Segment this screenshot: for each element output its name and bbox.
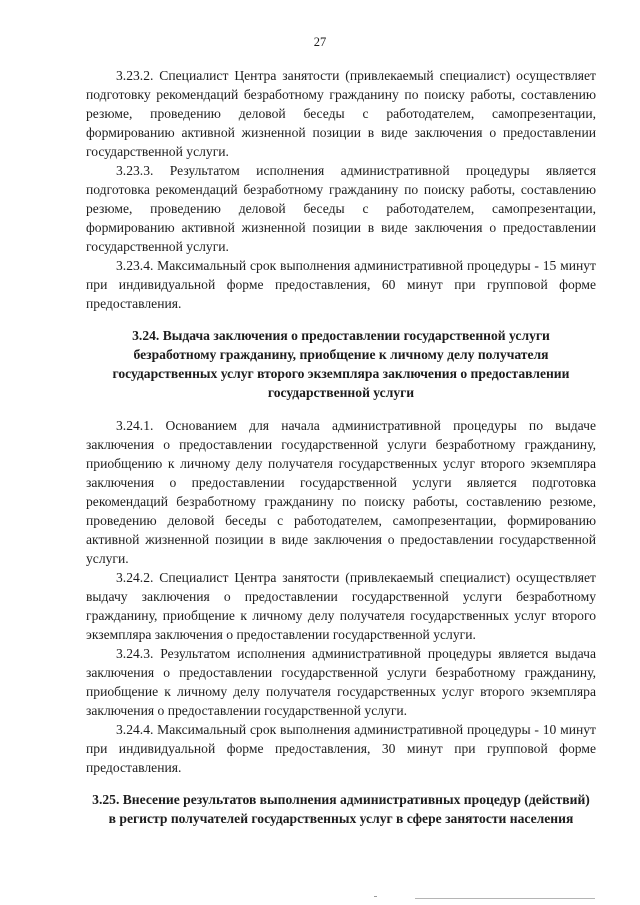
paragraph-3-24-3: 3.24.3. Результатом исполнения административной процедуры является выдача заключения о предоставлении государственной услуги безработному гражданину, приобщение к личному делу получателя государственных услуг второго экземпляра заключения о предоставлении государственной услуги. xyxy=(86,646,596,718)
section-heading-3-24: 3.24. Выдача заключения о предоставлении государственной услуги безработному гражданину, приобщение к личному делу получателя государственных услуг второго экземпляра заключения о предоставлении государственной услуги xyxy=(112,328,570,400)
section-heading-3-25: 3.25. Внесение результатов выполнения административных процедур (действий) в регистр получателей государственных услуг в сфере занятости населения xyxy=(92,792,590,826)
footer-mark xyxy=(374,896,377,897)
page-number: 27 xyxy=(313,35,327,49)
paragraph-3-23-3: 3.23.3. Результатом исполнения административной процедуры является подготовка рекомендаций безработному гражданину по поиску работы, составлению резюме, проведению деловой беседы с работодателем, самопрезентации, формированию активной жизненной позиции в виде заключения о предоставлении государственной услуги. xyxy=(86,163,596,254)
paragraph-3-24-1: 3.24.1. Основанием для начала административной процедуры по выдаче заключения о предоставлении государственной услуги безработному гражданину, приобщению к личному делу получателя государственных услуг второго экземпляра заключения о предоставлении государственной услуги является подготовка рекомендаций безработному гражданину по поиску работы, составлению резюме, проведению деловой беседы с работодателем, самопрезентации, формированию активной жизненной позиции в виде заключения о предоставлении государственной услуги. xyxy=(86,418,596,566)
section-3-24 xyxy=(86,326,596,777)
paragraph-3-23-4: 3.23.4. Максимальный срок выполнения административной процедуры - 15 минут при индивидуальной форме предоставления, 60 минут при групповой форме предоставления. xyxy=(86,258,596,311)
footer-rule xyxy=(415,898,595,899)
paragraph-3-23-2: 3.23.2. Специалист Центра занятости (привлекаемый специалист) осуществляет подготовку рекомендаций безработному гражданину по поиску работы, составлению резюме, проведению деловой беседы с работодателем, самопрезентации, формированию активной жизненной позиции в виде заключения о предоставлении государственной услуги. xyxy=(86,68,596,159)
section-3-23-continuation xyxy=(86,66,596,313)
section-3-25 xyxy=(86,790,596,828)
paragraph-3-24-4: 3.24.4. Максимальный срок выполнения административной процедуры - 10 минут при индивидуальной форме предоставления, 30 минут при групповой форме предоставления. xyxy=(86,722,596,775)
document-body xyxy=(86,66,596,828)
paragraph-3-24-2: 3.24.2. Специалист Центра занятости (привлекаемый специалист) осуществляет выдачу заключения о предоставлении государственной услуги безработному гражданину, приобщение к личному делу получателя государственных услуг второго экземпляра заключения о предоставлении государственной услуги. xyxy=(86,570,596,642)
